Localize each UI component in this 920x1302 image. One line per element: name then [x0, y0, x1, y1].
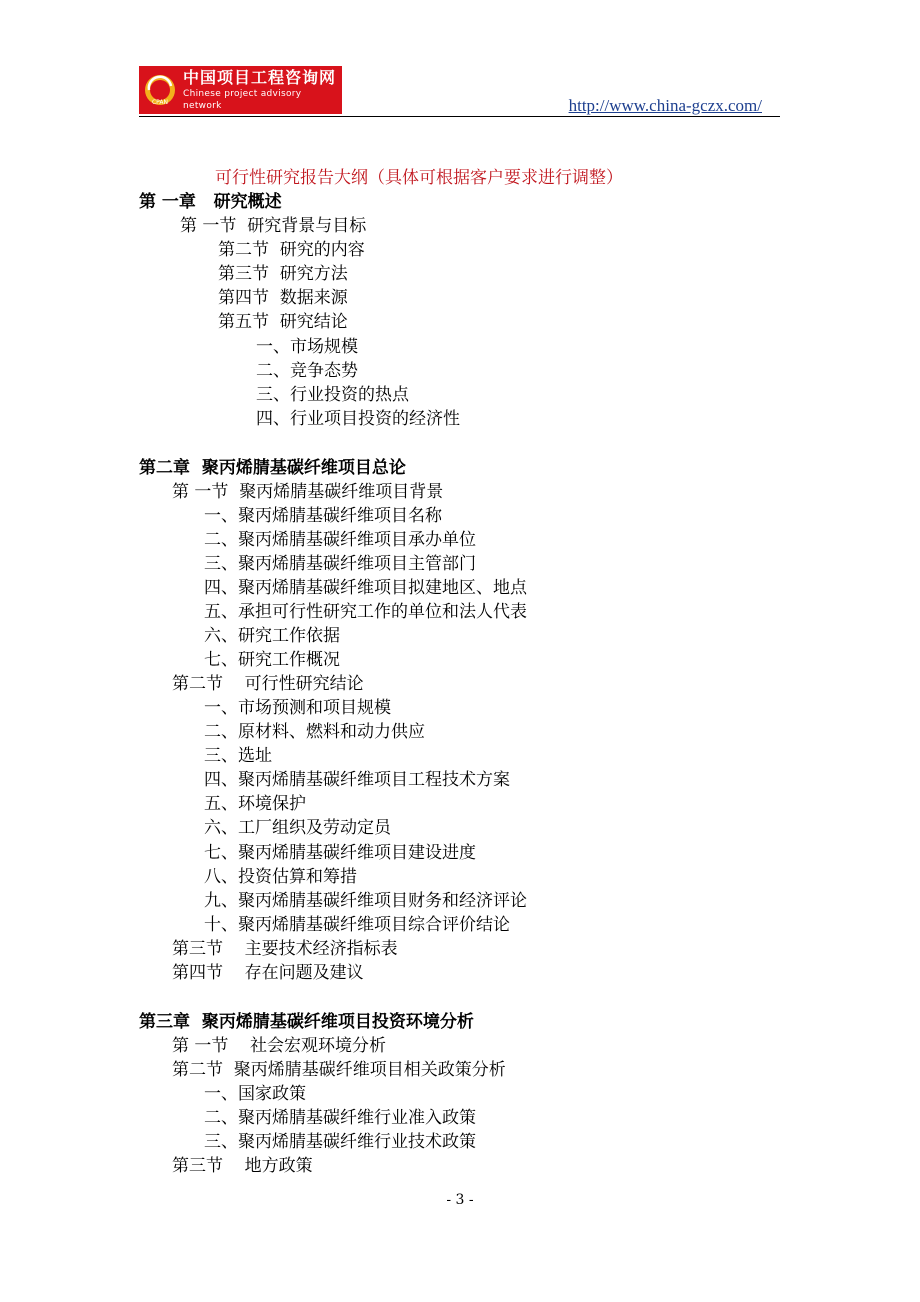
- outline-line: 三、聚丙烯腈基碳纤维行业技术政策: [204, 1132, 476, 1152]
- outline-line: 一、市场规模: [256, 337, 358, 357]
- outline-line: 第二节 聚丙烯腈基碳纤维项目相关政策分析: [172, 1060, 506, 1080]
- header-logo: [139, 66, 342, 114]
- outline-line: 二、竞争态势: [256, 361, 358, 381]
- outline-line: 第二节 可行性研究结论: [172, 674, 364, 694]
- outline-line: 第三节 主要技术经济指标表: [172, 939, 398, 959]
- outline-line: 六、研究工作依据: [204, 626, 340, 646]
- outline-line: 三、选址: [204, 746, 272, 766]
- outline-line: 第四节 数据来源: [218, 288, 348, 308]
- outline-line: 第三节 研究方法: [218, 264, 348, 284]
- outline-line: 四、聚丙烯腈基碳纤维项目拟建地区、地点: [204, 578, 527, 598]
- outline-line: 二、原材料、燃料和动力供应: [204, 722, 425, 742]
- chapter-3-heading: 第三章 聚丙烯腈基碳纤维项目投资环境分析: [139, 1012, 474, 1032]
- website-link[interactable]: http://www.china-gczx.com/: [568, 96, 762, 115]
- outline-line: 第 一节 研究背景与目标: [180, 216, 367, 236]
- outline-line: 七、研究工作概况: [204, 650, 340, 670]
- outline-line: 七、聚丙烯腈基碳纤维项目建设进度: [204, 843, 476, 863]
- outline-line: 八、投资估算和筹措: [204, 867, 357, 887]
- outline-line: 三、聚丙烯腈基碳纤维项目主管部门: [204, 554, 476, 574]
- outline-line: 第 一节 聚丙烯腈基碳纤维项目背景: [172, 482, 444, 502]
- outline-line: 二、聚丙烯腈基碳纤维行业准入政策: [204, 1108, 476, 1128]
- outline-line: 第四节 存在问题及建议: [172, 963, 364, 983]
- outline-line: 一、聚丙烯腈基碳纤维项目名称: [204, 506, 442, 526]
- outline-line: 四、聚丙烯腈基碳纤维项目工程技术方案: [204, 770, 510, 790]
- outline-line: 一、市场预测和项目规模: [204, 698, 391, 718]
- outline-line: 三、行业投资的热点: [256, 385, 409, 405]
- outline-line: 十、聚丙烯腈基碳纤维项目综合评价结论: [204, 915, 510, 935]
- logo-english-name: Chinese project advisory network: [183, 89, 302, 111]
- outline-line: 五、环境保护: [204, 794, 306, 814]
- logo-badge: CPAN: [151, 99, 169, 106]
- globe-logo-icon: [143, 73, 177, 107]
- chapter-2-heading: 第二章 聚丙烯腈基碳纤维项目总论: [139, 458, 406, 478]
- outline-line: 六、工厂组织及劳动定员: [204, 818, 391, 838]
- outline-line: 四、行业项目投资的经济性: [256, 409, 460, 429]
- outline-line: 二、聚丙烯腈基碳纤维项目承办单位: [204, 530, 476, 550]
- header-divider: [139, 116, 780, 117]
- outline-line: 五、承担可行性研究工作的单位和法人代表: [204, 602, 527, 622]
- outline-line: 第五节 研究结论: [218, 312, 348, 332]
- logo-chinese-name: 中国项目工程咨询网: [183, 68, 337, 87]
- page-number: - 3 -: [446, 1192, 474, 1208]
- outline-line: 一、国家政策: [204, 1084, 306, 1104]
- outline-line: 第 一节 社会宏观环境分析: [172, 1036, 387, 1056]
- outline-line: 第三节 地方政策: [172, 1156, 313, 1176]
- outline-title: 可行性研究报告大纲（具体可根据客户要求进行调整）: [215, 168, 623, 188]
- outline-line: 九、聚丙烯腈基碳纤维项目财务和经济评论: [204, 891, 527, 911]
- outline-line: 第二节 研究的内容: [218, 240, 365, 260]
- chapter-1-heading: 第 一章 研究概述: [139, 192, 282, 212]
